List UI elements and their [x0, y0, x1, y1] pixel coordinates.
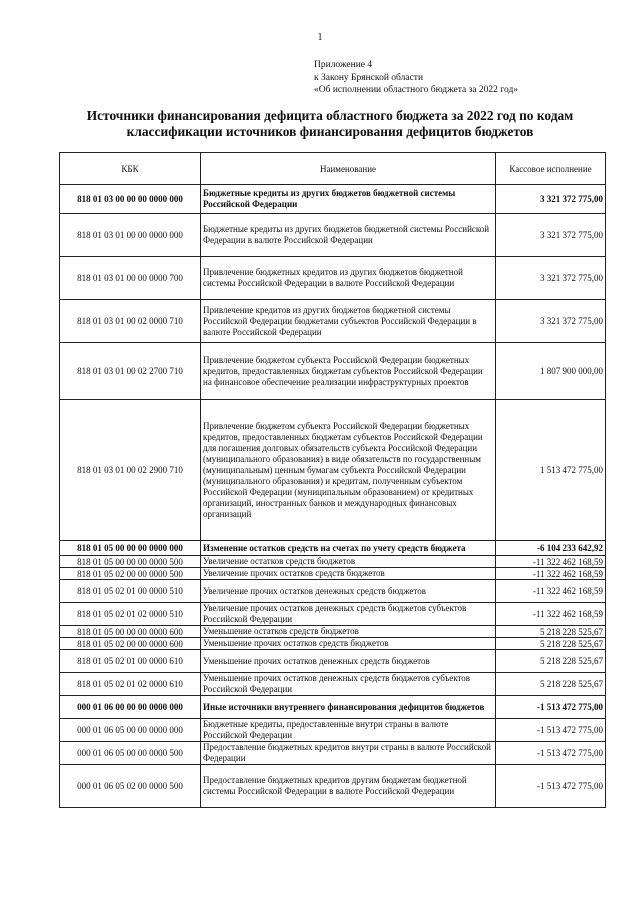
appendix-line: Приложение 4 — [314, 60, 373, 70]
table-row — [60, 214, 606, 257]
value-cell: 3 321 372 775,00 — [496, 300, 606, 343]
value-cell: -6 104 233 642,92 — [496, 541, 606, 556]
value-cell: 3 321 372 775,00 — [496, 257, 606, 300]
value-cell: 3 321 372 775,00 — [496, 185, 606, 214]
table-row — [60, 300, 606, 343]
page-number: 1 — [317, 32, 323, 43]
appendix-block — [314, 59, 518, 97]
value-cell: -11 322 462 168,59 — [496, 603, 606, 626]
name-cell: Привлечение кредитов из других бюджетов бюджетной системы Российской Федерации бюджетами субъектов Российской Федерации в валюте Российской Федерации — [201, 300, 496, 343]
kbk-cell: 818 01 03 01 00 02 2900 710 — [60, 400, 201, 541]
kbk-cell: 818 01 05 00 00 00 0000 500 — [60, 556, 201, 568]
kbk-cell: 818 01 05 02 00 00 0000 600 — [60, 638, 201, 650]
name-cell: Привлечение бюджетом субъекта Российской Федерации бюджетных кредитов, предоставленных бюджетам субъектов Российской Федерации на финансовое обеспечение реализации инфраструктурных проектов — [201, 343, 496, 400]
table-row — [60, 603, 606, 626]
name-cell: Бюджетные кредиты, предоставленные внутри страны в валюте Российской Федерации — [201, 719, 496, 742]
kbk-cell: 000 01 06 05 00 00 0000 500 — [60, 742, 201, 765]
kbk-cell: 818 01 05 02 01 02 0000 610 — [60, 673, 201, 696]
name-cell: Уменьшение прочих остатков денежных средств бюджетов — [201, 650, 496, 673]
name-cell: Увеличение прочих остатков денежных средств бюджетов субъектов Российской Федерации — [201, 603, 496, 626]
value-cell: -1 513 472 775,00 — [496, 742, 606, 765]
name-cell: Уменьшение прочих остатков денежных средств бюджетов субъектов Российской Федерации — [201, 673, 496, 696]
kbk-cell: 818 01 05 02 01 02 0000 510 — [60, 603, 201, 626]
kbk-cell: 818 01 03 01 00 00 0000 000 — [60, 214, 201, 257]
title-line: классификации источников финансирования дефицитов бюджетов — [126, 124, 534, 139]
value-cell: -11 322 462 168,59 — [496, 556, 606, 568]
value-cell: 3 321 372 775,00 — [496, 214, 606, 257]
kbk-cell: 000 01 06 05 02 00 0000 500 — [60, 765, 201, 808]
kbk-cell: 000 01 06 05 00 00 0000 000 — [60, 719, 201, 742]
value-cell: 5 218 228 525,67 — [496, 626, 606, 638]
header-kbk: КБК — [60, 153, 201, 185]
table-row — [60, 719, 606, 742]
value-cell: 5 218 228 525,67 — [496, 638, 606, 650]
name-cell: Изменение остатков средств на счетах по учету средств бюджета — [201, 541, 496, 556]
value-cell: 5 218 228 525,67 — [496, 673, 606, 696]
kbk-cell: 818 01 05 00 00 00 0000 000 — [60, 541, 201, 556]
table-row — [60, 185, 606, 214]
document-title — [40, 108, 620, 140]
value-cell: -1 513 472 775,00 — [496, 696, 606, 719]
table-row — [60, 638, 606, 650]
table-row — [60, 742, 606, 765]
appendix-line: «Об исполнении областного бюджета за 2022 год» — [314, 85, 519, 95]
table-row — [60, 650, 606, 673]
value-cell: -1 513 472 775,00 — [496, 765, 606, 808]
name-cell: Увеличение прочих остатков денежных средств бюджетов — [201, 580, 496, 603]
kbk-cell: 818 01 05 02 01 00 0000 610 — [60, 650, 201, 673]
financing-sources-table — [59, 152, 606, 808]
name-cell: Бюджетные кредиты из других бюджетов бюджетной системы Российской Федерации — [201, 185, 496, 214]
value-cell: -1 513 472 775,00 — [496, 719, 606, 742]
table-row — [60, 556, 606, 568]
name-cell: Привлечение бюджетных кредитов из других бюджетов бюджетной системы Российской Федерации в валюте Российской Федерации — [201, 257, 496, 300]
table-row — [60, 580, 606, 603]
kbk-cell: 818 01 03 01 00 02 0000 710 — [60, 300, 201, 343]
table-row — [60, 765, 606, 808]
name-cell: Увеличение прочих остатков средств бюджетов — [201, 568, 496, 580]
value-cell: 5 218 228 525,67 — [496, 650, 606, 673]
table-row — [60, 400, 606, 541]
value-cell: 1 807 900 000,00 — [496, 343, 606, 400]
table-header-row — [60, 153, 606, 185]
kbk-cell: 818 01 03 01 00 00 0000 700 — [60, 257, 201, 300]
kbk-cell: 818 01 03 01 00 02 2700 710 — [60, 343, 201, 400]
kbk-cell: 818 01 05 00 00 00 0000 600 — [60, 626, 201, 638]
table-row — [60, 343, 606, 400]
table-row — [60, 541, 606, 556]
name-cell: Привлечение бюджетом субъекта Российской Федерации бюджетных кредитов, предоставленных бюджетам субъектов Российской Федерации для погашения долговых обязательств субъекта Российской Федерации (муниципального образования) в виде обязательств по государственным (муниципальным) ценным бумагам субъекта Российской Федерации (муниципального образования) и кредитам, полученным субъектом Российской Федерации (муниципальным образованием) от кредитных организаций, иностранных банков и международных финансовых организаций — [201, 400, 496, 541]
table-row — [60, 257, 606, 300]
kbk-cell: 818 01 05 02 01 00 0000 510 — [60, 580, 201, 603]
table-row — [60, 673, 606, 696]
name-cell: Увеличение остатков средств бюджетов — [201, 556, 496, 568]
value-cell: 1 513 472 775,00 — [496, 400, 606, 541]
name-cell: Предоставление бюджетных кредитов внутри страны в валюте Российской Федерации — [201, 742, 496, 765]
name-cell: Бюджетные кредиты из других бюджетов бюджетной системы Российской Федерации в валюте Российской Федерации — [201, 214, 496, 257]
table-row — [60, 626, 606, 638]
kbk-cell: 818 01 03 00 00 00 0000 000 — [60, 185, 201, 214]
name-cell: Уменьшение прочих остатков средств бюджетов — [201, 638, 496, 650]
value-cell: -11 322 462 168,59 — [496, 580, 606, 603]
header-value: Кассовое исполнение — [496, 153, 606, 185]
title-line: Источники финансирования дефицита областного бюджета за 2022 год по кодам — [86, 108, 574, 123]
kbk-cell: 000 01 06 00 00 00 0000 000 — [60, 696, 201, 719]
name-cell: Предоставление бюджетных кредитов другим бюджетам бюджетной системы Российской Федерации в валюте Российской Федерации — [201, 765, 496, 808]
appendix-line: к Закону Брянской области — [314, 72, 424, 83]
table-row — [60, 568, 606, 580]
name-cell: Уменьшение остатков средств бюджетов — [201, 626, 496, 638]
value-cell: -11 322 462 168,59 — [496, 568, 606, 580]
table-row — [60, 696, 606, 719]
kbk-cell: 818 01 05 02 00 00 0000 500 — [60, 568, 201, 580]
name-cell: Иные источники внутреннего финансирования дефицитов бюджетов — [201, 696, 496, 719]
header-name: Наименование — [201, 153, 496, 185]
